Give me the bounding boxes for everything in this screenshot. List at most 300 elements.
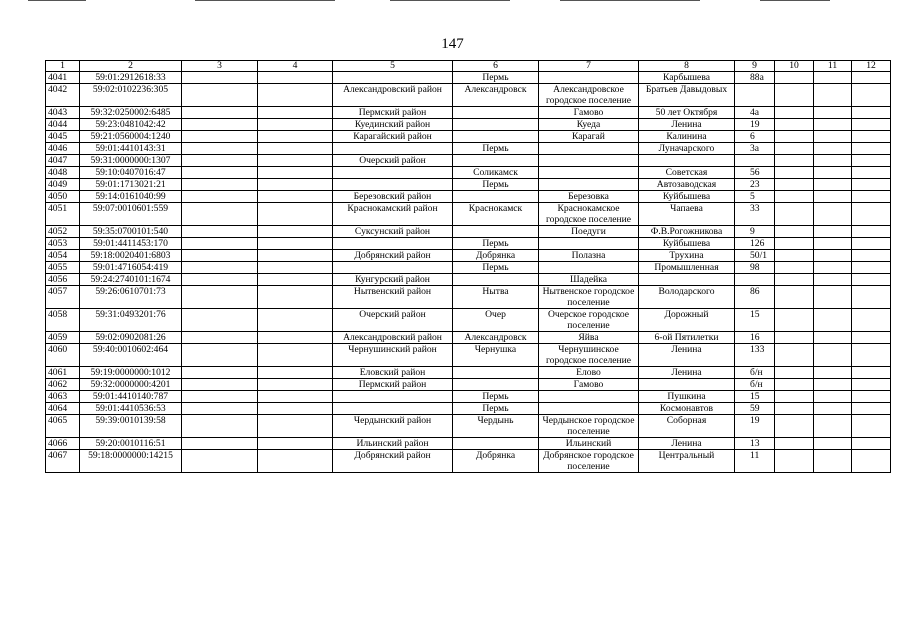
table-cell: 59:07:0010601:559 [80, 203, 182, 226]
table-cell: Добрянское городское поселение [539, 450, 639, 473]
table-cell: 4065 [46, 415, 80, 438]
table-row [46, 415, 891, 438]
table-cell: Ленина [639, 367, 735, 379]
table-cell: Дорожный [639, 309, 735, 332]
table-cell [182, 250, 258, 262]
table-cell: 4049 [46, 179, 80, 191]
table-cell [852, 344, 891, 367]
table-cell [182, 238, 258, 250]
table-cell: Чапаева [639, 203, 735, 226]
table-cell [258, 344, 333, 367]
table-cell: Чернушинский район [333, 344, 453, 367]
table-cell [775, 84, 814, 107]
scan-top-line [195, 0, 335, 1]
table-cell [182, 179, 258, 191]
table-cell: Суксунский район [333, 226, 453, 238]
table-cell: 4048 [46, 167, 80, 179]
table-cell: 5 [735, 191, 775, 203]
table-row [46, 131, 891, 143]
table-cell: 16 [735, 332, 775, 344]
table-row [46, 191, 891, 203]
table-cell: Добрянский район [333, 450, 453, 473]
table-cell: Карбышева [639, 72, 735, 84]
table-cell: 33 [735, 203, 775, 226]
column-header: 7 [539, 61, 639, 72]
table-cell [775, 119, 814, 131]
table-cell [775, 131, 814, 143]
table-cell: 59:32:0250002:6485 [80, 107, 182, 119]
table-cell [453, 131, 539, 143]
table-cell: Александровск [453, 332, 539, 344]
table-cell: Трухина [639, 250, 735, 262]
table-cell [814, 415, 852, 438]
table-cell: 59:01:1713021:21 [80, 179, 182, 191]
table-cell: Карагай [539, 131, 639, 143]
table-cell [258, 286, 333, 309]
table-cell [814, 274, 852, 286]
table-cell [182, 131, 258, 143]
table-cell: 59:32:0000000:4201 [80, 379, 182, 391]
table-cell: Пермский район [333, 379, 453, 391]
table-cell: б/н [735, 379, 775, 391]
table-cell [258, 179, 333, 191]
table-cell [258, 191, 333, 203]
table-cell: 4047 [46, 155, 80, 167]
table-cell [814, 84, 852, 107]
table-row [46, 332, 891, 344]
table-cell [539, 403, 639, 415]
table-cell: Куеда [539, 119, 639, 131]
table-cell [775, 250, 814, 262]
table-cell [182, 415, 258, 438]
table-cell: 86 [735, 286, 775, 309]
table-cell: 59:10:0407016:47 [80, 167, 182, 179]
table-cell: Очерский район [333, 155, 453, 167]
table-cell [775, 391, 814, 403]
table-cell [453, 226, 539, 238]
table-cell [333, 262, 453, 274]
table-cell [775, 226, 814, 238]
table-cell [333, 179, 453, 191]
table-cell: 59:14:0161040:99 [80, 191, 182, 203]
table-cell [258, 450, 333, 473]
table-cell: 59:24:2740101:1674 [80, 274, 182, 286]
page-number: 147 [441, 36, 464, 52]
column-header: 9 [735, 61, 775, 72]
table-cell [852, 438, 891, 450]
table-cell [258, 250, 333, 262]
table-cell: Очерское городское поселение [539, 309, 639, 332]
table-cell: 59:31:0000000:1307 [80, 155, 182, 167]
table-cell [182, 107, 258, 119]
table-cell [735, 84, 775, 107]
table-cell [182, 332, 258, 344]
table-cell: 4061 [46, 367, 80, 379]
table-cell [539, 167, 639, 179]
table-cell [852, 391, 891, 403]
table-cell [182, 226, 258, 238]
table-cell [775, 167, 814, 179]
table-cell: Краснокамский район [333, 203, 453, 226]
table-cell: Пушкина [639, 391, 735, 403]
table-cell [852, 332, 891, 344]
table-cell [539, 262, 639, 274]
table-cell: 59:26:0610701:73 [80, 286, 182, 309]
table-cell [258, 131, 333, 143]
table-cell: Луначарского [639, 143, 735, 155]
table-cell [258, 332, 333, 344]
table-cell [539, 143, 639, 155]
table-cell [453, 107, 539, 119]
table-cell [182, 438, 258, 450]
table-cell: 59:01:4410143:31 [80, 143, 182, 155]
table-cell: Еловский район [333, 367, 453, 379]
table-cell [258, 155, 333, 167]
table-cell [814, 143, 852, 155]
table-cell: Советская [639, 167, 735, 179]
table-cell [333, 143, 453, 155]
table-cell [852, 191, 891, 203]
table-cell: 50 лет Октября [639, 107, 735, 119]
table-row [46, 72, 891, 84]
table-cell: Пермский район [333, 107, 453, 119]
table-cell [852, 226, 891, 238]
table-cell [182, 191, 258, 203]
scan-top-line [760, 0, 830, 1]
table-cell [258, 143, 333, 155]
table-cell [814, 250, 852, 262]
registry-table [45, 60, 891, 473]
table-cell: 98 [735, 262, 775, 274]
table-cell [775, 332, 814, 344]
table-cell [182, 119, 258, 131]
table-row [46, 379, 891, 391]
table-cell: 4041 [46, 72, 80, 84]
table-cell [852, 119, 891, 131]
table-cell [814, 403, 852, 415]
table-cell: 19 [735, 415, 775, 438]
table-cell: 3а [735, 143, 775, 155]
table-cell [453, 191, 539, 203]
table-cell [814, 179, 852, 191]
table-cell [852, 262, 891, 274]
table-cell [775, 72, 814, 84]
table-cell: Ф.В.Рогожникова [639, 226, 735, 238]
table-cell: Чердынское городское поселение [539, 415, 639, 438]
table-cell [182, 391, 258, 403]
table-row [46, 84, 891, 107]
table-cell [258, 379, 333, 391]
table-cell [735, 274, 775, 286]
table-cell: Соборная [639, 415, 735, 438]
table-cell [814, 309, 852, 332]
table-cell [182, 403, 258, 415]
table-cell: Промышленная [639, 262, 735, 274]
scan-top-line [560, 0, 700, 1]
table-cell: Березовский район [333, 191, 453, 203]
table-cell: 4046 [46, 143, 80, 155]
table-cell: Пермь [453, 262, 539, 274]
table-cell [258, 367, 333, 379]
table-cell: 4043 [46, 107, 80, 119]
table-cell: 4045 [46, 131, 80, 143]
table-cell: 126 [735, 238, 775, 250]
table-cell: 88а [735, 72, 775, 84]
table-cell: Братьев Давыдовых [639, 84, 735, 107]
table-cell [639, 274, 735, 286]
column-header: 2 [80, 61, 182, 72]
column-header: 5 [333, 61, 453, 72]
table-cell [539, 179, 639, 191]
table-cell [852, 367, 891, 379]
table-cell: 59:01:2912618:33 [80, 72, 182, 84]
table-cell [852, 179, 891, 191]
header-row [46, 61, 891, 72]
table-cell: Куйбышева [639, 191, 735, 203]
scan-top-line [28, 0, 86, 1]
table-cell: Ленина [639, 438, 735, 450]
table-row [46, 403, 891, 415]
table-cell [775, 274, 814, 286]
column-header: 6 [453, 61, 539, 72]
table-cell: Пермь [453, 238, 539, 250]
column-header: 10 [775, 61, 814, 72]
table-cell [333, 403, 453, 415]
table-cell: Александровск [453, 84, 539, 107]
table-cell [539, 391, 639, 403]
table-cell: 4044 [46, 119, 80, 131]
table-row [46, 179, 891, 191]
table-cell [258, 119, 333, 131]
table-cell: 133 [735, 344, 775, 367]
table-cell [775, 238, 814, 250]
table-row [46, 438, 891, 450]
table-cell: Гамово [539, 379, 639, 391]
table-cell [453, 379, 539, 391]
table-cell: Добрянка [453, 250, 539, 262]
table-cell: Добрянский район [333, 250, 453, 262]
table-cell [182, 274, 258, 286]
table-cell: Пермь [453, 403, 539, 415]
table-cell [814, 107, 852, 119]
table-cell: 4055 [46, 262, 80, 274]
table-cell: 59 [735, 403, 775, 415]
table-cell [258, 107, 333, 119]
table-cell: 4056 [46, 274, 80, 286]
table-cell [258, 403, 333, 415]
table-cell: 4062 [46, 379, 80, 391]
table-cell: Центральный [639, 450, 735, 473]
table-cell: 59:18:0000000:14215 [80, 450, 182, 473]
table-row [46, 309, 891, 332]
column-header: 12 [852, 61, 891, 72]
table-cell: Куйбышева [639, 238, 735, 250]
table-cell: Чернушка [453, 344, 539, 367]
table-cell: Ленина [639, 119, 735, 131]
table-cell [814, 167, 852, 179]
table-cell: Поедуги [539, 226, 639, 238]
table-cell [775, 107, 814, 119]
table-cell: Полазна [539, 250, 639, 262]
table-cell: Александровский район [333, 332, 453, 344]
table-cell: 59:21:0560004:1240 [80, 131, 182, 143]
table-cell: 9 [735, 226, 775, 238]
table-cell: Александровское городское поселение [539, 84, 639, 107]
table-cell [453, 274, 539, 286]
table-cell: 4059 [46, 332, 80, 344]
table-cell [639, 379, 735, 391]
table-cell: 19 [735, 119, 775, 131]
table-row [46, 262, 891, 274]
table-cell: 4057 [46, 286, 80, 309]
table-row [46, 450, 891, 473]
table-cell [775, 143, 814, 155]
table-cell [258, 274, 333, 286]
table-cell [814, 391, 852, 403]
table-cell: Куединский район [333, 119, 453, 131]
table-cell [814, 379, 852, 391]
table-cell [258, 226, 333, 238]
table-cell [775, 203, 814, 226]
table-cell [775, 179, 814, 191]
table-cell [453, 119, 539, 131]
table-cell: Пермь [453, 391, 539, 403]
table-cell: 59:01:4410140:787 [80, 391, 182, 403]
table-cell [775, 403, 814, 415]
table-cell: Пермь [453, 143, 539, 155]
table-cell [775, 367, 814, 379]
table-cell [775, 155, 814, 167]
table-cell: Карагайский район [333, 131, 453, 143]
table-cell: 59:31:0493201:76 [80, 309, 182, 332]
table-cell: Ленина [639, 344, 735, 367]
table-cell: 4060 [46, 344, 80, 367]
table-cell: 59:01:4716054:419 [80, 262, 182, 274]
table-cell [775, 344, 814, 367]
table-cell: 59:01:4411453:170 [80, 238, 182, 250]
column-header: 3 [182, 61, 258, 72]
table-cell [852, 155, 891, 167]
table-cell [258, 238, 333, 250]
table-cell [539, 155, 639, 167]
table-row [46, 226, 891, 238]
table-cell: 4063 [46, 391, 80, 403]
table-cell [182, 344, 258, 367]
table-cell [852, 167, 891, 179]
column-header: 8 [639, 61, 735, 72]
table-row [46, 155, 891, 167]
table-cell [852, 250, 891, 262]
table-cell [258, 438, 333, 450]
table-cell: Автозаводская [639, 179, 735, 191]
table-cell: 59:02:0102236:305 [80, 84, 182, 107]
table-row [46, 167, 891, 179]
table-cell [814, 332, 852, 344]
table-cell [852, 286, 891, 309]
table-cell [775, 379, 814, 391]
column-header: 4 [258, 61, 333, 72]
table-cell: Нытвенское городское поселение [539, 286, 639, 309]
table-cell [852, 450, 891, 473]
table-cell: Нытвенский район [333, 286, 453, 309]
table-cell [258, 391, 333, 403]
table-cell [852, 72, 891, 84]
table-cell [775, 309, 814, 332]
table-cell [814, 450, 852, 473]
table-cell [814, 286, 852, 309]
table-cell: 59:40:0010602:464 [80, 344, 182, 367]
table-cell [814, 238, 852, 250]
table-cell [258, 309, 333, 332]
table-cell [852, 131, 891, 143]
table-cell [814, 155, 852, 167]
table-cell: 59:02:0902081:26 [80, 332, 182, 344]
table-cell [814, 262, 852, 274]
table-cell [852, 203, 891, 226]
table-cell: 4067 [46, 450, 80, 473]
table-cell [814, 367, 852, 379]
table-cell: Добрянка [453, 450, 539, 473]
table-cell [182, 450, 258, 473]
table-cell: 4064 [46, 403, 80, 415]
table-cell: 59:20:0010116:51 [80, 438, 182, 450]
table-cell [775, 438, 814, 450]
table-cell: 4066 [46, 438, 80, 450]
table-cell [182, 262, 258, 274]
table-cell: Ильинский [539, 438, 639, 450]
table-cell: 15 [735, 391, 775, 403]
table-cell [852, 143, 891, 155]
table-cell: 4052 [46, 226, 80, 238]
table-cell: Чердынь [453, 415, 539, 438]
table-cell: 4053 [46, 238, 80, 250]
table-cell [453, 155, 539, 167]
table-cell [814, 438, 852, 450]
table-cell: 56 [735, 167, 775, 179]
table-cell: Чернушинское городское поселение [539, 344, 639, 367]
table-cell: Александровский район [333, 84, 453, 107]
table-cell [333, 391, 453, 403]
table-cell: Елово [539, 367, 639, 379]
table-cell: 11 [735, 450, 775, 473]
table-row [46, 203, 891, 226]
table-cell [258, 84, 333, 107]
table-cell [852, 274, 891, 286]
scan-top-line [390, 0, 510, 1]
table-row [46, 344, 891, 367]
table-cell [852, 84, 891, 107]
table-row [46, 286, 891, 309]
table-cell: 59:39:0010139:58 [80, 415, 182, 438]
table-cell: Березовка [539, 191, 639, 203]
table-cell [814, 344, 852, 367]
table-cell [852, 107, 891, 119]
table-cell: Нытва [453, 286, 539, 309]
table-cell [182, 203, 258, 226]
table-cell: Краснокамск [453, 203, 539, 226]
table-cell [852, 415, 891, 438]
table-body [46, 72, 891, 473]
table-cell [539, 238, 639, 250]
table-cell [182, 167, 258, 179]
table-row [46, 274, 891, 286]
table-cell: Гамово [539, 107, 639, 119]
table-cell: Соликамск [453, 167, 539, 179]
table-cell [852, 238, 891, 250]
table-row [46, 250, 891, 262]
table-cell [258, 167, 333, 179]
table-cell [453, 367, 539, 379]
